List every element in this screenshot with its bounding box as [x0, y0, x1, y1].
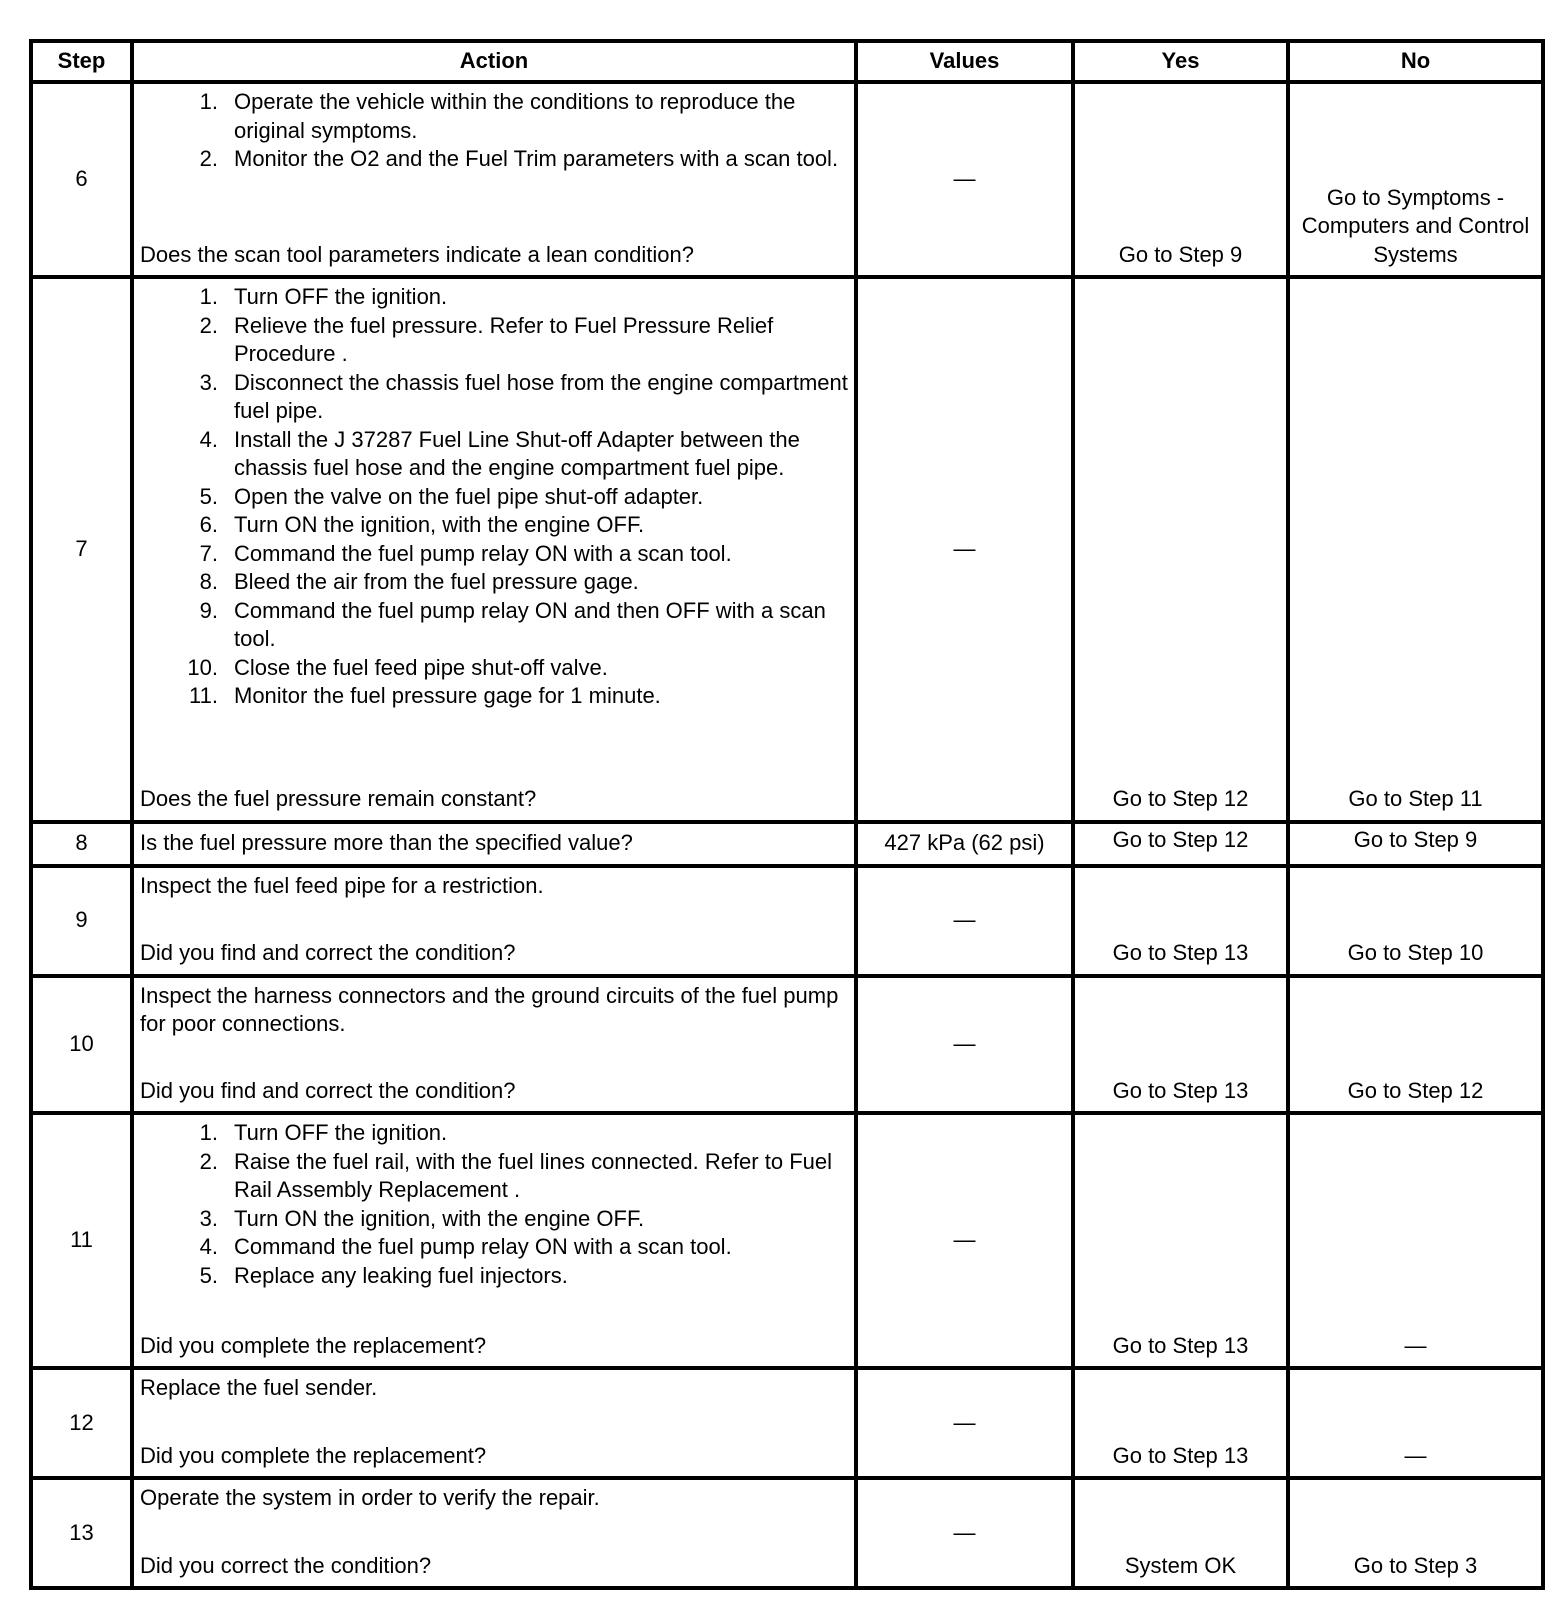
header-values: Values [856, 41, 1073, 82]
step-number: 9 [31, 866, 132, 976]
value-cell: 427 kPa (62 psi) [856, 822, 1073, 866]
action-content [140, 283, 850, 814]
list-item [140, 1233, 850, 1262]
list-item [140, 1119, 850, 1148]
action-cell [132, 1368, 856, 1478]
list-item-text: Turn OFF the ignition. [234, 284, 448, 310]
action-instructions [140, 1119, 850, 1290]
step-number: 8 [31, 822, 132, 866]
action-content [140, 872, 850, 968]
list-item-text: Bleed the air from the fuel pressure gage. [234, 569, 639, 595]
header-action: Action [132, 41, 856, 82]
action-instructions [140, 1484, 850, 1513]
step-number: 7 [31, 277, 132, 822]
value-cell: — [856, 866, 1073, 976]
yes-result: Go to Step 13 [1073, 866, 1288, 976]
action-cell [132, 1478, 856, 1588]
action-cell [132, 82, 856, 277]
list-item-text: Monitor the fuel pressure gage for 1 minute. [234, 683, 661, 709]
list-item-number: 5. [199, 483, 218, 509]
action-steps-list [140, 283, 850, 711]
list-item-number: 2. [199, 1148, 218, 1174]
list-item [140, 682, 850, 711]
list-item [140, 88, 850, 145]
action-instructions [140, 88, 850, 174]
step-number: 12 [31, 1368, 132, 1478]
list-item [140, 1262, 850, 1291]
no-result: — [1288, 1113, 1543, 1368]
action-intro: Inspect the fuel feed pipe for a restriction. [140, 872, 544, 898]
action-cell [132, 277, 856, 822]
action-content [140, 828, 850, 858]
list-item-text: Raise the fuel rail, with the fuel lines connected. Refer to Fuel Rail Assembly Replacement . [234, 1148, 832, 1203]
action-content [140, 1119, 850, 1360]
action-instructions [140, 1374, 850, 1403]
no-result: Go to Step 10 [1288, 866, 1543, 976]
header-yes: Yes [1073, 41, 1288, 82]
no-result: Go to Step 11 [1288, 277, 1543, 822]
yes-result: Go to Step 12 [1073, 277, 1288, 822]
list-item-number: 3. [199, 1205, 218, 1231]
action-question: Does the scan tool parameters indicate a lean condition? [140, 241, 695, 267]
list-item-text: Disconnect the chassis fuel hose from the engine compartment fuel pipe. [234, 369, 848, 424]
table-row [31, 866, 1543, 976]
table-row [31, 1113, 1543, 1368]
action-question: Did you complete the replacement? [140, 1442, 487, 1468]
step-number: 11 [31, 1113, 132, 1368]
action-steps-list [140, 88, 850, 174]
list-item-number: 5. [199, 1262, 218, 1288]
list-item-text: Replace any leaking fuel injectors. [234, 1262, 568, 1288]
action-cell [132, 866, 856, 976]
list-item-number: 1. [199, 1120, 218, 1146]
table-row [31, 277, 1543, 822]
action-cell [132, 1113, 856, 1368]
yes-result: Go to Step 13 [1073, 976, 1288, 1114]
list-item [140, 540, 850, 569]
action-question: Did you find and correct the condition? [140, 940, 516, 966]
list-item-text: Turn ON the ignition, with the engine OFF. [234, 1205, 645, 1231]
action-intro: Operate the system in order to verify the repair. [140, 1485, 600, 1511]
list-item-text: Command the fuel pump relay ON and then OFF with a scan tool. [234, 597, 826, 652]
action-question: Did you find and correct the condition? [140, 1077, 516, 1103]
list-item-number: 2. [199, 146, 218, 171]
list-item [140, 568, 850, 597]
action-question: Does the fuel pressure remain constant? [140, 786, 537, 812]
action-question: Is the fuel pressure more than the specified value? [140, 830, 633, 856]
table-row [31, 976, 1543, 1114]
yes-result: Go to Step 13 [1073, 1113, 1288, 1368]
header-no: No [1288, 41, 1543, 82]
diagnostic-table [29, 39, 1545, 1590]
list-item-text: Install the J 37287 Fuel Line Shut-off Adapter between the chassis fuel hose and the engine compartment fuel pipe. [234, 426, 800, 481]
action-content [140, 1374, 850, 1470]
list-item-text: Command the fuel pump relay ON with a scan tool. [234, 540, 732, 566]
list-item [140, 426, 850, 483]
table-row [31, 1368, 1543, 1478]
yes-result: System OK [1073, 1478, 1288, 1588]
list-item-number: 7. [199, 540, 218, 566]
step-number: 10 [31, 976, 132, 1114]
action-question: Did you complete the replacement? [140, 1332, 487, 1358]
list-item [140, 283, 850, 312]
action-instructions [140, 872, 850, 901]
list-item [140, 654, 850, 683]
table-row [31, 82, 1543, 277]
value-cell: — [856, 1113, 1073, 1368]
value-cell: — [856, 1478, 1073, 1588]
list-item [140, 369, 850, 426]
step-number: 13 [31, 1478, 132, 1588]
step-number: 6 [31, 82, 132, 277]
value-cell: — [856, 1368, 1073, 1478]
list-item-text: Monitor the O2 and the Fuel Trim parameters with a scan tool. [234, 146, 839, 171]
list-item [140, 483, 850, 512]
action-content [140, 88, 850, 269]
list-item-text: Close the fuel feed pipe shut-off valve. [234, 654, 608, 680]
header-row [31, 41, 1543, 82]
list-item-number: 3. [199, 369, 218, 395]
action-intro: Inspect the harness connectors and the ground circuits of the fuel pump for poor connections. [140, 982, 839, 1037]
list-item-text: Open the valve on the fuel pipe shut-off adapter. [234, 483, 704, 509]
action-content [140, 1484, 850, 1580]
action-content [140, 982, 850, 1106]
header-step: Step [31, 41, 132, 82]
table-row [31, 822, 1543, 866]
list-item-number: 9. [199, 597, 218, 623]
action-instructions [140, 982, 850, 1039]
value-cell: — [856, 976, 1073, 1114]
no-result: Go to Step 12 [1288, 976, 1543, 1114]
action-cell [132, 976, 856, 1114]
yes-result: Go to Step 9 [1073, 82, 1288, 277]
table-row [31, 1478, 1543, 1588]
list-item [140, 145, 850, 174]
no-result: Go to Step 3 [1288, 1478, 1543, 1588]
list-item-number: 11. [189, 683, 218, 709]
list-item-number: 4. [199, 426, 218, 452]
list-item-text: Turn OFF the ignition. [234, 1120, 448, 1146]
list-item-text: Relieve the fuel pressure. Refer to Fuel Pressure Relief Procedure . [234, 312, 774, 367]
list-item-number: 2. [199, 312, 218, 338]
no-result: Go to Step 9 [1288, 822, 1543, 866]
action-instructions [140, 283, 850, 711]
list-item-number: 1. [199, 284, 218, 310]
action-steps-list [140, 1119, 850, 1290]
list-item [140, 511, 850, 540]
no-result: — [1288, 1368, 1543, 1478]
list-item-text: Turn ON the ignition, with the engine OFF. [234, 512, 645, 538]
action-question: Did you correct the condition? [140, 1552, 432, 1578]
value-cell: — [856, 277, 1073, 822]
list-item-number: 8. [199, 569, 218, 595]
list-item-text: Command the fuel pump relay ON with a scan tool. [234, 1234, 732, 1260]
list-item-text: Operate the vehicle within the conditions to reproduce the original symptoms. [234, 89, 796, 143]
list-item [140, 1205, 850, 1234]
action-intro: Replace the fuel sender. [140, 1375, 378, 1401]
list-item-number: 10. [187, 654, 218, 680]
no-result: Go to Symptoms - Computers and Control Systems [1288, 82, 1543, 277]
list-item [140, 1148, 850, 1205]
list-item-number: 4. [199, 1234, 218, 1260]
yes-result: Go to Step 12 [1073, 822, 1288, 866]
list-item-number: 6. [199, 512, 218, 538]
list-item-number: 1. [199, 89, 218, 114]
yes-result: Go to Step 13 [1073, 1368, 1288, 1478]
value-cell: — [856, 82, 1073, 277]
list-item [140, 312, 850, 369]
list-item [140, 597, 850, 654]
action-cell [132, 822, 856, 866]
